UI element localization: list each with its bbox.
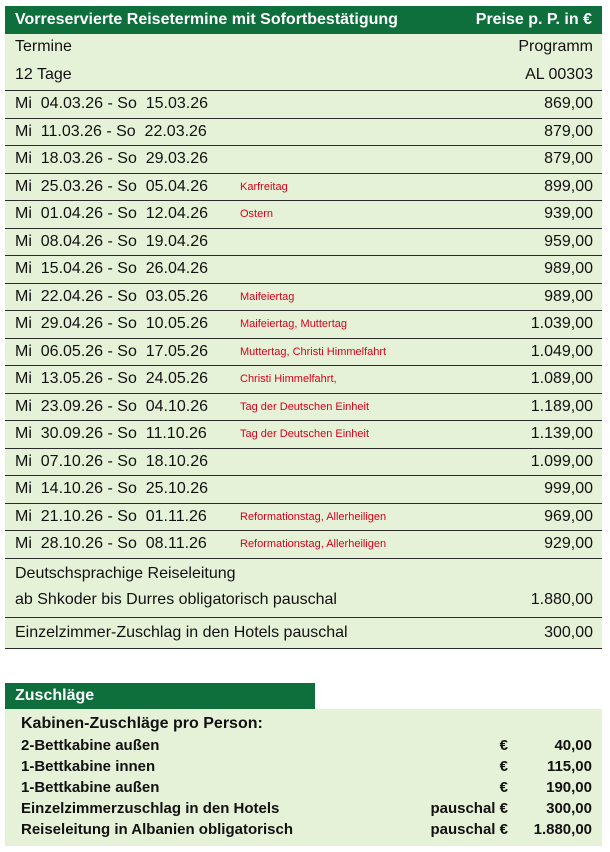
date-row	[5, 146, 602, 174]
date-row	[5, 476, 602, 504]
date-range: Mi 11.03.26 - So 22.03.26	[15, 122, 207, 140]
column-header-row	[5, 34, 602, 60]
surcharge-row	[21, 819, 592, 840]
guide-price: 1.880,00	[530, 590, 593, 608]
single-room-row	[5, 618, 602, 649]
single-room-label: Einzelzimmer-Zuschlag in den Hotels pauschal	[15, 623, 348, 641]
price: 969,00	[544, 507, 593, 525]
dates-table	[5, 6, 602, 649]
surcharge-row	[21, 756, 592, 777]
price: 1.039,00	[530, 315, 593, 333]
date-range: Mi 21.10.26 - So 01.11.26	[15, 507, 207, 525]
program-code: AL 00303	[525, 66, 593, 83]
price: 1.089,00	[530, 370, 593, 388]
price: 989,00	[544, 287, 593, 305]
date-row	[5, 449, 602, 477]
termine-label: Termine	[15, 38, 72, 55]
date-row	[5, 504, 602, 532]
price: 1.189,00	[530, 397, 593, 415]
holiday-note: Karfreitag	[240, 180, 288, 193]
date-row	[5, 91, 602, 119]
surcharge-unit: €	[499, 737, 508, 754]
surcharge-label: Reiseleitung in Albanien obligatorisch	[21, 821, 293, 838]
surcharge-unit: pauschal €	[430, 821, 508, 838]
single-room-price: 300,00	[544, 623, 593, 641]
price: 939,00	[544, 205, 593, 223]
holiday-note: Tag der Deutschen Einheit	[240, 400, 370, 413]
holiday-note: Muttertag, Christi Himmelfahrt	[240, 345, 387, 358]
surcharge-value: 115,00	[546, 758, 592, 775]
surcharge-label: 1-Bettkabine innen	[21, 758, 156, 775]
date-range: Mi 01.04.26 - So 12.04.26	[15, 205, 209, 223]
date-row	[5, 421, 602, 449]
surcharge-row	[21, 777, 592, 798]
date-range: Mi 07.10.26 - So 18.10.26	[15, 452, 209, 470]
table-header	[5, 6, 602, 34]
surcharge-row	[21, 798, 592, 819]
holiday-note: Reformationstag, Allerheiligen	[240, 510, 387, 523]
surcharge-unit: €	[499, 779, 508, 796]
date-range: Mi 06.05.26 - So 17.05.26	[15, 342, 209, 360]
surcharges-title: Zuschläge	[15, 687, 95, 704]
date-range: Mi 14.10.26 - So 25.10.26	[15, 480, 209, 498]
date-range: Mi 23.09.26 - So 04.10.26	[15, 397, 209, 415]
date-row	[5, 284, 602, 312]
date-range: Mi 13.05.26 - So 24.05.26	[15, 370, 209, 388]
guide-line2: ab Shkoder bis Durres obligatorisch pauschal	[15, 590, 337, 608]
surcharges-body	[5, 709, 602, 846]
holiday-note: Maifeiertag	[240, 290, 295, 303]
price: 959,00	[544, 232, 593, 250]
duration-row	[5, 60, 602, 91]
surcharge-value: 1.880,00	[533, 821, 592, 838]
surcharges-header	[5, 683, 315, 709]
surcharges-section	[5, 683, 602, 846]
date-row	[5, 201, 602, 229]
price: 989,00	[544, 260, 593, 278]
date-row	[5, 174, 602, 202]
holiday-note: Reformationstag, Allerheiligen	[240, 538, 387, 551]
price: 899,00	[544, 177, 593, 195]
duration-label: 12 Tage	[15, 66, 72, 83]
surcharge-value: 190,00	[546, 779, 592, 796]
date-range: Mi 04.03.26 - So 15.03.26	[15, 95, 209, 113]
date-row	[5, 394, 602, 422]
holiday-note: Ostern	[240, 208, 274, 221]
date-row	[5, 256, 602, 284]
surcharge-rows	[21, 735, 592, 840]
price: 869,00	[544, 95, 593, 113]
surcharge-unit: pauschal €	[430, 800, 508, 817]
holiday-note: Maifeiertag, Muttertag	[240, 318, 347, 331]
table-title: Vorreservierte Reisetermine mit Sofortbestätigung	[15, 11, 398, 28]
date-row	[5, 229, 602, 257]
date-range: Mi 30.09.26 - So 11.10.26	[15, 425, 207, 443]
price: 1.099,00	[530, 452, 593, 470]
holiday-note: Christi Himmelfahrt,	[240, 373, 337, 386]
date-range: Mi 28.10.26 - So 08.11.26	[15, 535, 207, 553]
price: 929,00	[544, 535, 593, 553]
date-row	[5, 531, 602, 559]
surcharge-unit: €	[499, 758, 508, 775]
surcharges-subtitle: Kabinen-Zuschläge pro Person:	[21, 715, 263, 732]
date-range: Mi 15.04.26 - So 26.04.26	[15, 260, 209, 278]
date-row	[5, 119, 602, 147]
date-row	[5, 339, 602, 367]
price: 879,00	[544, 150, 593, 168]
surcharge-label: Einzelzimmerzuschlag in den Hotels	[21, 800, 280, 817]
price: 879,00	[544, 122, 593, 140]
surcharge-row	[21, 735, 592, 756]
date-range: Mi 29.04.26 - So 10.05.26	[15, 315, 209, 333]
date-row	[5, 366, 602, 394]
surcharge-label: 2-Bettkabine außen	[21, 737, 160, 754]
guide-line1: Deutschsprachige Reiseleitung	[15, 564, 236, 582]
price: 1.049,00	[530, 342, 593, 360]
holiday-note: Tag der Deutschen Einheit	[240, 428, 370, 441]
date-rows	[5, 91, 602, 559]
surcharge-value: 40,00	[554, 737, 592, 754]
price: 999,00	[544, 480, 593, 498]
date-range: Mi 18.03.26 - So 29.03.26	[15, 150, 209, 168]
date-range: Mi 25.03.26 - So 05.04.26	[15, 177, 209, 195]
surcharge-label: 1-Bettkabine außen	[21, 779, 160, 796]
date-range: Mi 08.04.26 - So 19.04.26	[15, 232, 209, 250]
surcharge-value: 300,00	[546, 800, 592, 817]
price: 1.139,00	[530, 425, 593, 443]
price-note: Preise p. P. in €	[475, 11, 592, 28]
date-row	[5, 311, 602, 339]
programm-label: Programm	[518, 38, 593, 55]
date-range: Mi 22.04.26 - So 03.05.26	[15, 287, 209, 305]
guide-row	[5, 559, 602, 618]
